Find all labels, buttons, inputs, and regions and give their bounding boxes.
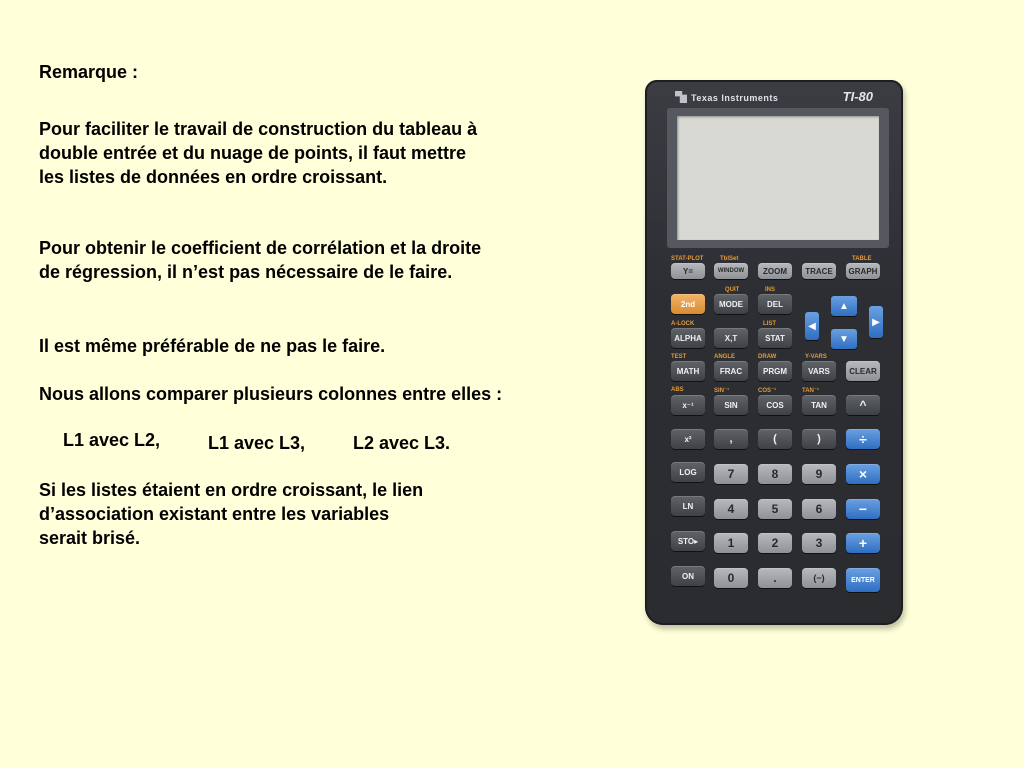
key-minus: − (846, 499, 880, 519)
key-sublabel: COS⁻¹ (758, 388, 777, 394)
paragraph-line: d’association existant entre les variables (39, 504, 390, 524)
pair-l1-l2: L1 avec L2, (63, 430, 161, 450)
key-inverse: x⁻¹ (671, 395, 705, 415)
key-9: 9 (802, 464, 836, 484)
pair-l2-l3: L2 avec L3. (353, 433, 451, 453)
key-open-paren: ( (758, 429, 792, 449)
key-log: LOG (671, 462, 705, 482)
key-sublabel: INS (765, 287, 776, 293)
calculator-image (645, 80, 903, 625)
key-store: STO▸ (671, 531, 705, 551)
key-sublabel: DRAW (758, 354, 777, 360)
key-sublabel: SIN⁻¹ (714, 388, 730, 394)
key-7: 7 (714, 464, 748, 484)
paragraph-line: Si les listes étaient en ordre croissant, le lien (39, 480, 424, 500)
key-plus: + (846, 533, 880, 553)
key-8: 8 (758, 464, 792, 484)
key-sublabel: A-LOCK (671, 321, 695, 327)
key-0: 0 (714, 568, 748, 588)
key-multiply: × (846, 464, 880, 484)
key-sublabel: LIST (763, 321, 776, 327)
paragraph-preferable: Il est même préférable de ne pas le faire. (39, 336, 386, 356)
key-xt: X,T (714, 328, 748, 348)
key-alpha: ALPHA (671, 328, 705, 348)
key-3: 3 (802, 533, 836, 553)
paragraph-line: Pour faciliter le travail de construction du tableau à (39, 119, 478, 139)
calculator-screen (677, 116, 879, 240)
key-sublabel: TAN⁻¹ (802, 388, 820, 394)
slide-heading: Remarque : (39, 62, 139, 82)
key-del: DEL (758, 294, 792, 314)
paragraph-line: de régression, il n’est pas nécessaire de le faire. (39, 262, 453, 282)
paragraph-correlation (39, 236, 481, 284)
key-graph: GRAPH (846, 263, 880, 279)
key-decimal: . (758, 568, 792, 588)
ti-logo-icon (675, 91, 687, 103)
pair-l1-l3: L1 avec L3, (208, 433, 306, 453)
key-trace: TRACE (802, 263, 836, 279)
key-square: x² (671, 429, 705, 449)
key-sin: SIN (714, 395, 748, 415)
key-2: 2 (758, 533, 792, 553)
calculator-header (659, 88, 889, 110)
paragraph-line: Pour obtenir le coefficient de corrélation et la droite (39, 238, 482, 258)
key-power: ^ (846, 395, 880, 415)
paragraph-compare: Nous allons comparer plusieurs colonnes entre elles : (39, 384, 503, 404)
arrow-left-icon: ◀ (805, 312, 819, 340)
arrow-down-icon: ▼ (831, 329, 857, 349)
key-on: ON (671, 566, 705, 586)
key-vars: VARS (802, 361, 836, 381)
key-ln: LN (671, 496, 705, 516)
key-sublabel: TEST (671, 354, 687, 360)
key-6: 6 (802, 499, 836, 519)
model-label: TI-80 (842, 89, 873, 104)
paragraph-line: serait brisé. (39, 528, 141, 548)
key-1: 1 (714, 533, 748, 553)
key-close-paren: ) (802, 429, 836, 449)
paragraph-sorting (39, 117, 477, 189)
brand-text: Texas Instruments (691, 93, 779, 103)
key-math: MATH (671, 361, 705, 381)
key-sublabel: STAT-PLOT (671, 256, 704, 262)
key-enter: ENTER (846, 568, 880, 592)
key-sublabel: TABLE (852, 256, 872, 262)
key-comma: , (714, 429, 748, 449)
key-4: 4 (714, 499, 748, 519)
paragraph-line: double entrée et du nuage de points, il faut mettre (39, 143, 467, 163)
paragraph-conclusion (39, 478, 423, 550)
screen-bezel (667, 108, 889, 248)
key-prgm: PRGM (758, 361, 792, 381)
key-sublabel: QUIT (725, 287, 740, 293)
key-sublabel: ANGLE (714, 354, 735, 360)
key-zoom: ZOOM (758, 263, 792, 279)
key-clear: CLEAR (846, 361, 880, 381)
key-y-equals: Y= (671, 263, 705, 279)
key-mode: MODE (714, 294, 748, 314)
key-sublabel: TblSet (720, 256, 739, 262)
key-sublabel: Y-VARS (805, 354, 827, 360)
key-5: 5 (758, 499, 792, 519)
key-stat: STAT (758, 328, 792, 348)
key-cos: COS (758, 395, 792, 415)
arrow-up-icon: ▲ (831, 296, 857, 316)
brand-label (675, 91, 778, 103)
paragraph-line: les listes de données en ordre croissant. (39, 167, 388, 187)
key-2nd: 2nd (671, 294, 705, 314)
arrow-right-icon: ▶ (869, 306, 883, 338)
key-divide: ÷ (846, 429, 880, 449)
key-tan: TAN (802, 395, 836, 415)
key-window: WINDOW (714, 263, 748, 279)
key-negative: (−) (802, 568, 836, 588)
key-frac: FRAC (714, 361, 748, 381)
key-sublabel: ABS (671, 387, 684, 393)
